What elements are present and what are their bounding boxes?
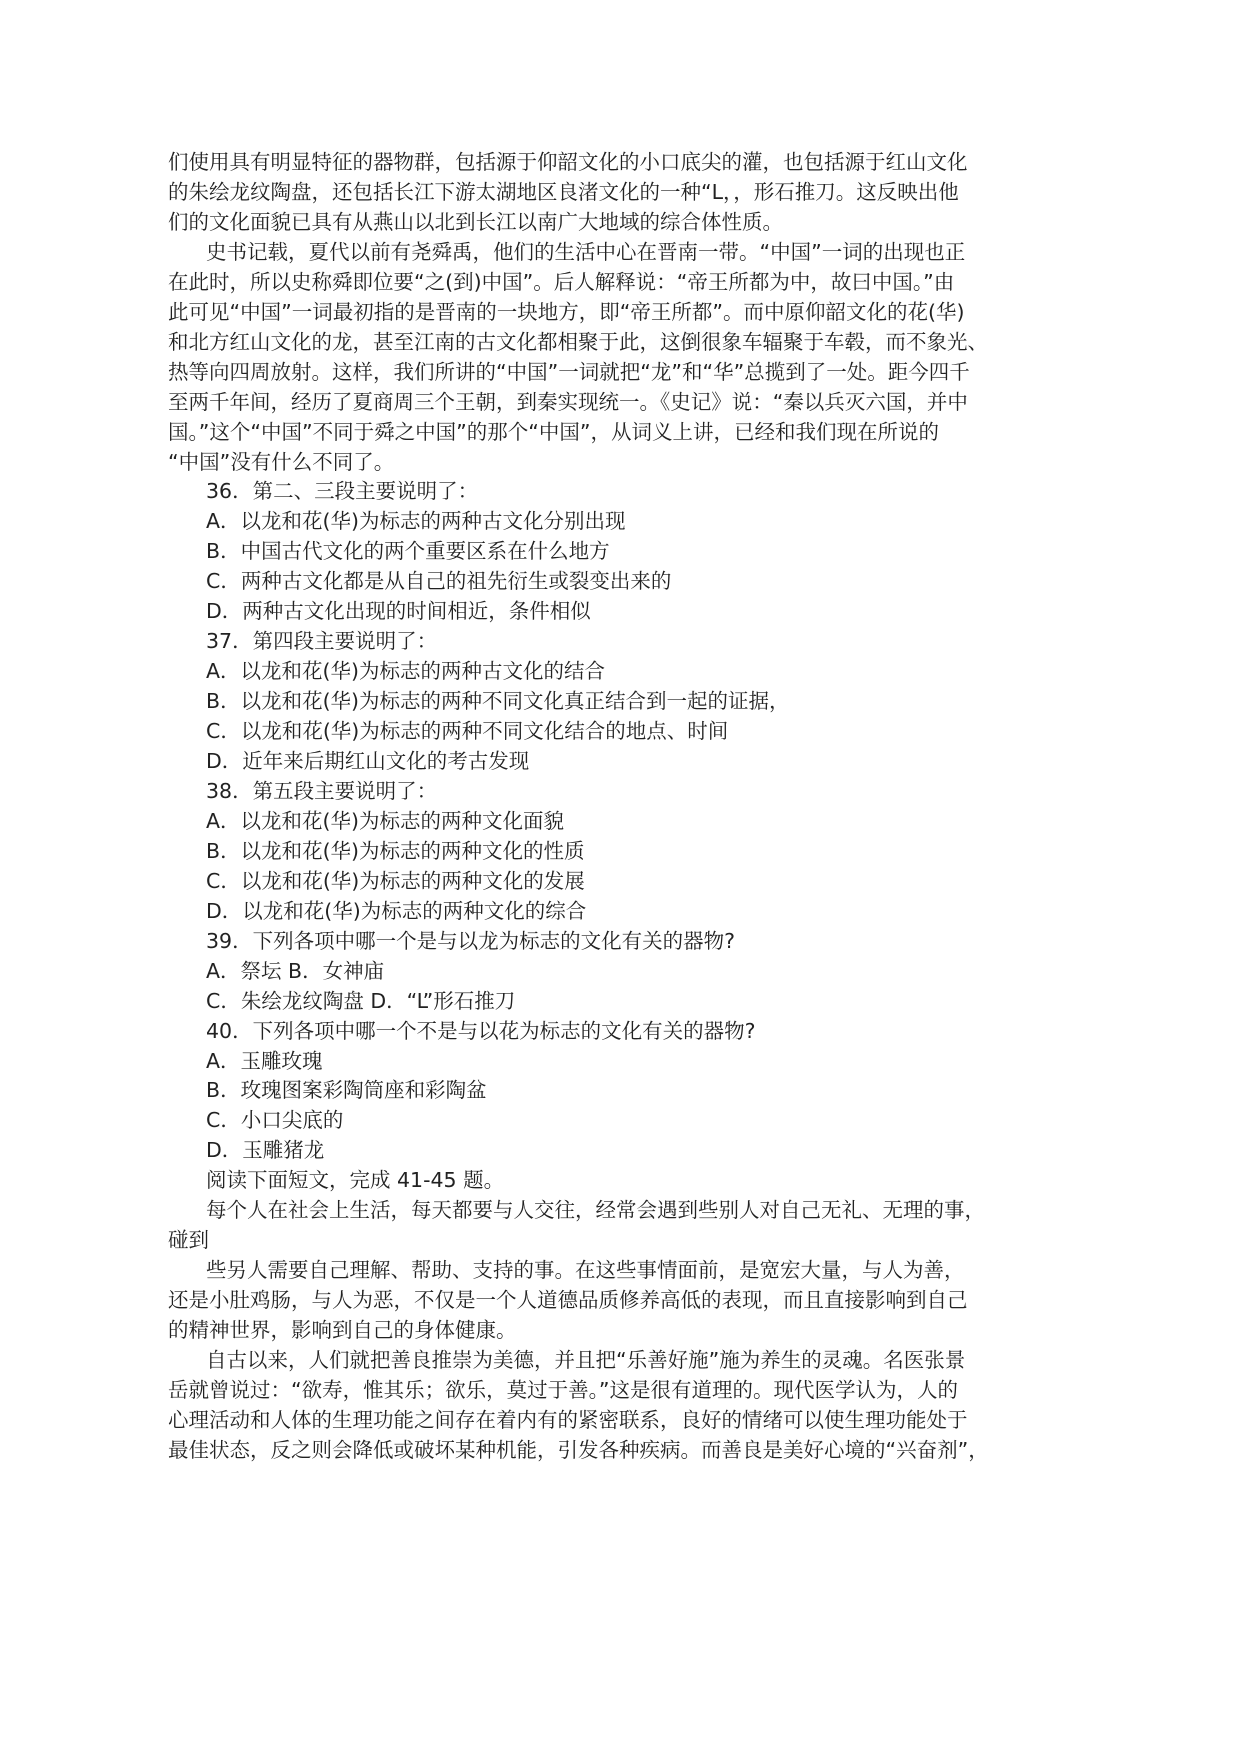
text-line: 38．第五段主要说明了： [206,778,438,803]
text-line: 此可见“中国”一词最初指的是晋南的一块地方，即“帝王所都”。而中原仰韶文化的花(华) [168,299,965,324]
text-line: 36．第二、三段主要说明了： [206,479,479,504]
text-line: 们使用具有明显特征的器物群，包括源于仰韶文化的小口底尖的灌，也包括源于红山文化 [168,150,968,174]
text-line: A．祭坛 B．女神庙 [206,958,385,983]
text-line: 至两千年间，经历了夏商周三个王朝，到秦实现统一。《史记》说：“秦以兵灭六国，并中 [168,389,968,414]
text-line: B．中国古代文化的两个重要区系在什么地方 [206,539,610,564]
text-line: A．以龙和花(华)为标志的两种文化面貌 [206,808,565,833]
text-line: 还是小肚鸡肠，与人为恶，不仅是一个人道德品质修养高低的表现，而且直接影响到自己 [168,1288,968,1313]
text-line: 的朱绘龙纹陶盘，还包括长江下游太湖地区良渚文化的一种“L，，形石推刀。这反映出他 [168,179,959,204]
text-line: 39．下列各项中哪一个是与以龙为标志的文化有关的器物? [206,928,735,953]
text-line: C．朱绘龙纹陶盘 D．“L”形石推刀 [206,988,516,1013]
text-line: 37．第四段主要说明了： [206,629,438,654]
text-line: 碰到 [168,1228,209,1253]
text-line: 热等向四周放射。这样，我们所讲的“中国”一词就把“龙”和“华”总揽到了一处。距今四千 [168,359,970,384]
text-line: 自古以来，人们就把善良推崇为美德，并且把“乐善好施”施为养生的灵魂。名医张景 [206,1348,966,1372]
text-line: 心理活动和人体的生理功能之间存在着内有的紧密联系，良好的情绪可以使生理功能处于 [168,1407,968,1432]
text-line: B．玫瑰图案彩陶筒座和彩陶盆 [206,1078,487,1103]
text-line: D．两种古文化出现的时间相近，条件相似 [206,599,591,624]
text-line: A．玉雕玫瑰 [206,1048,323,1073]
text-line: 岳就曾说过：“欲寿，惟其乐；欲乐，莫过于善。”这是很有道理的。现代医学认为，人的 [168,1378,958,1402]
text-line: 和北方红山文化的龙，甚至江南的古文化都相聚于此，这倒很象车辐聚于车毂，而不象光、 [168,329,988,354]
text-line: B．以龙和花(华)为标志的两种不同文化真正结合到一起的证据， [206,689,790,714]
text-line: C．以龙和花(华)为标志的两种文化的发展 [206,868,585,893]
text-line: 们的文化面貌已具有从燕山以北到长江以南广大地域的综合体性质。 [168,209,783,234]
text-line: 40．下列各项中哪一个不是与以花为标志的文化有关的器物? [206,1018,756,1043]
text-line: D．近年来后期红山文化的考古发现 [206,749,530,773]
text-line: C．小口尖底的 [206,1108,344,1133]
text-line: A．以龙和花(华)为标志的两种古文化的结合 [206,659,606,684]
text-line: 国。”这个“中国”不同于舜之中国”的那个“中国”，从词义上讲，已经和我们现在所说的 [168,419,939,444]
text-line: A．以龙和花(华)为标志的两种古文化分别出现 [206,509,626,534]
text-line: 阅读下面短文，完成 41-45 题。 [206,1168,505,1193]
text-line: C．两种古文化都是从自己的祖先衍生或裂变出来的 [206,569,672,594]
text-line: D．以龙和花(华)为标志的两种文化的综合 [206,898,587,923]
text-line: D．玉雕猪龙 [206,1138,325,1163]
text-line: B．以龙和花(华)为标志的两种文化的性质 [206,838,585,863]
text-line: 最佳状态，反之则会降低或破坏某种机能，引发各种疾病。而善良是美好心境的“兴奋剂”， [168,1437,989,1462]
text-line: C．以龙和花(华)为标志的两种不同文化结合的地点、时间 [206,719,729,743]
text-line: 每个人在社会上生活，每天都要与人交往，经常会遇到些别人对自己无礼、无理的事， [206,1198,985,1223]
text-line: “中国”没有什么不同了。 [168,449,395,474]
text-line: 史书记载，夏代以前有尧舜禹，他们的生活中心在晋南一带。“中国”一词的出现也正 [206,239,966,264]
text-line: 的精神世界，影响到自己的身体健康。 [168,1318,517,1342]
text-line: 些另人需要自己理解、帮助、支持的事。在这些事情面前，是宽宏大量，与人为善， [206,1258,965,1283]
text-line: 在此时，所以史称舜即位要“之(到)中国”。后人解释说：“帝王所都为中，故曰中国。”由 [168,269,955,294]
